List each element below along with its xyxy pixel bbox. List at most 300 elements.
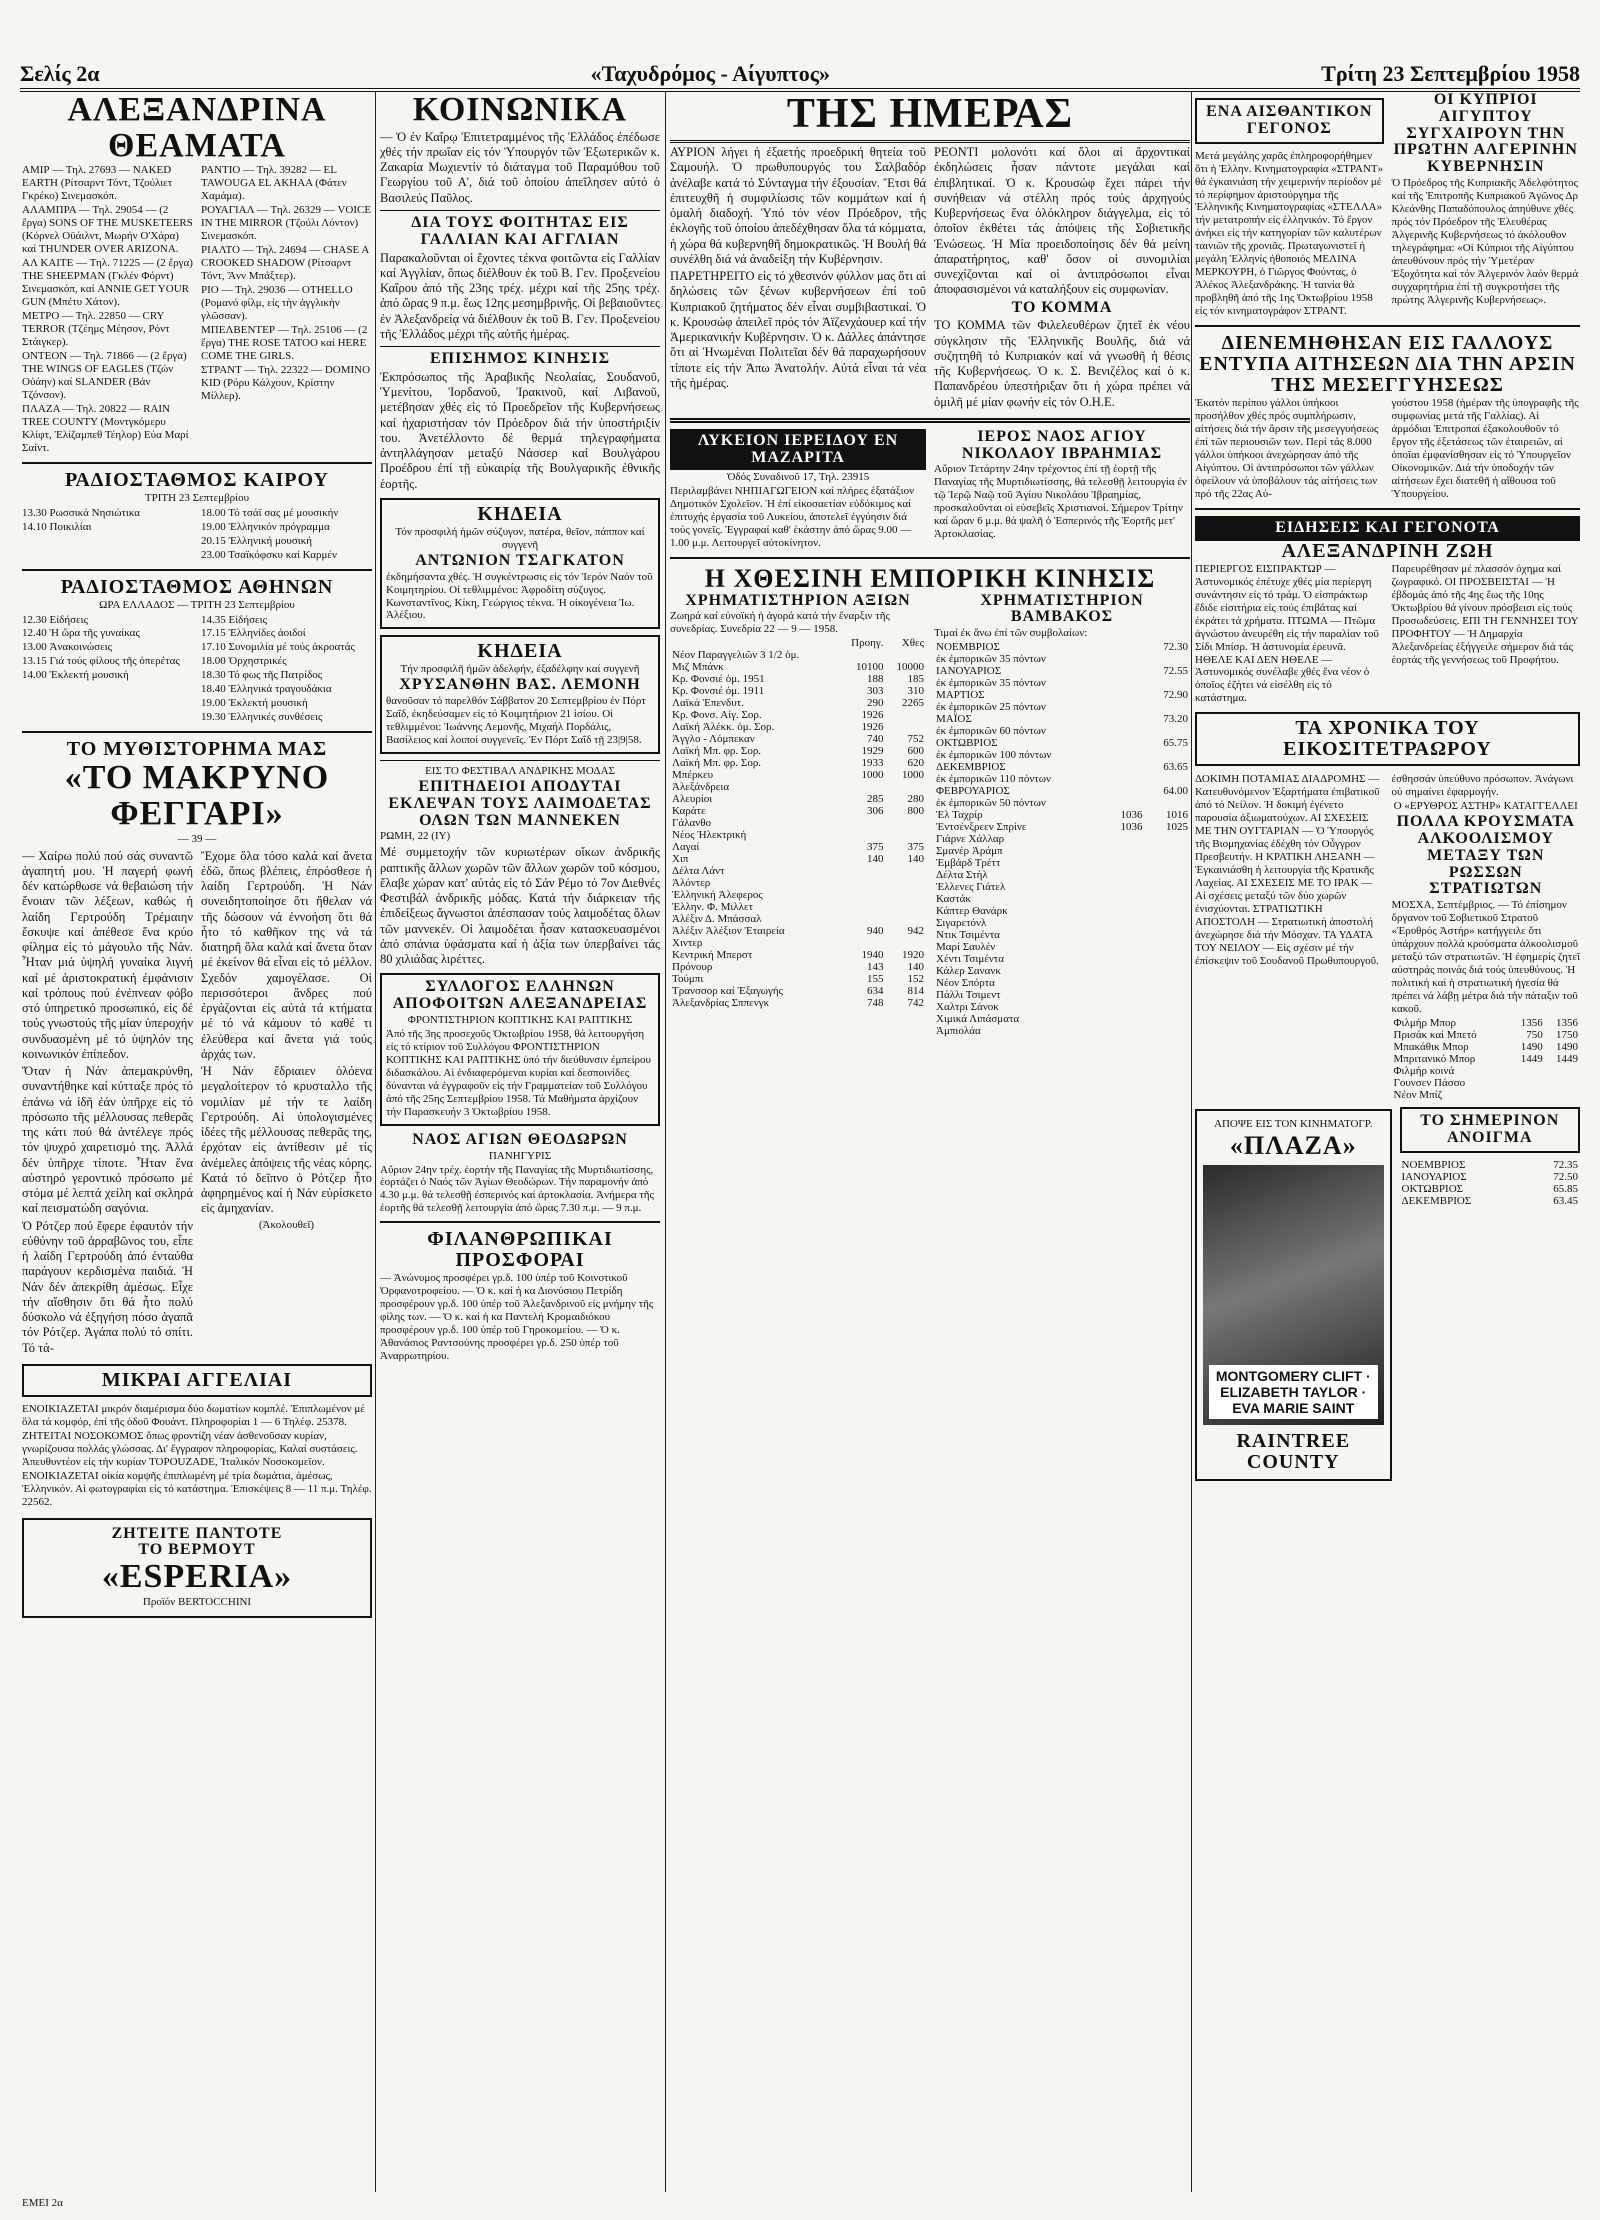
novel-paragraph: Ἔχομε ὅλα τόσο καλά καί ἄνετα ἐδῶ, ὅπως βλέπεις, ἐπρόσθεσε ἡ λαίδη Γερτρούδη. Ἡ Νάν συνειδητοποίησε ὅτι ἤθελαν νά τῆς δώσουν νά ἐννοήση ὅτι θά ἦτο τό καθῆκον της νά τά διατηρῆ ὅλα καλά καί ἄνετα ὅταν μέ ἐκείνον θά εἶναι εἰς τό μέλλον. Σχεδόν χαμογέλασε. Οἱ περισσότεροι ἄνδρες πού ἐργάζονται εἰς αὐτά τά κτήματα μέ τό νά κάμουν τό καθέ τι ἐλεύθερα καί ἄνετα γιά τούς ἀρχάς των.: [201, 848, 372, 1061]
table-cell: [885, 865, 926, 877]
table-cell: 1926: [861, 721, 884, 734]
table-cell: 64.00: [1163, 785, 1188, 798]
table-row: [670, 721, 926, 733]
theatre-listing: ΡΙΑΛΤΟ — Τηλ. 24694 — CHASE A CROOKED SHADOW (Ρίτσαρντ Τόντ, Ἄνν Μπάξτερ).: [201, 244, 369, 283]
table-cell: 2265: [902, 697, 924, 710]
table-row: [934, 809, 1190, 821]
table-cell: Νέον Μπίζ: [1393, 1089, 1443, 1101]
table-cell: Κάλερ Σανανκ: [936, 965, 1001, 978]
film-still-photo: [1203, 1165, 1384, 1425]
table-cell: 1926: [861, 709, 884, 722]
table-row: [670, 649, 926, 661]
table-row: [934, 893, 1190, 905]
theatre-listing: ΠΛΑΖΑ — Τηλ. 20822 — RAIN TREE COUNTY (Μοντγκόμερυ Κλίφτ, Ἐλίζαμπεθ Τέηλορ) Εύα Μαρί Σαίντ.: [22, 402, 189, 454]
footer-mark: ΕΜΕΙ 2α: [22, 2197, 63, 2209]
table-cell: Μιζ Μπάνκ: [672, 661, 724, 674]
table-cell: 1356: [1556, 1017, 1578, 1029]
table-row: [934, 737, 1190, 749]
discovery-heading: ΕΝΑ ΑΙΣΘΑΝΤΙΚΟΝ ΓΕΓΟΝΟΣ: [1195, 98, 1384, 144]
table-row: [670, 661, 926, 673]
association-heading: ΣΥΛΛΟΓΟΣ ΕΛΛΗΝΩΝ ΑΠΟΦΟΙΤΩΝ ΑΛΕΞΑΝΔΡΕΙΑΣ: [392, 978, 648, 1013]
table-cell: [1099, 977, 1144, 989]
novel-paragraph: Ὁ Ρότζερ πού ἔφερε ἐφαυτόν τήν εὐθύνην τοῦ ἀρραβῶνος του, εἶπε ἡ λαίδη Γερτρούδη ἀπό ἐνταύθα παράγουν κερδισμένα παιδιά. Ἡ Νάν δέν ἀπεκρίθη ἀμέσως. Εἶχε τήν αἴσθησιν ὅτι θά ἦτο πολύ δύσκολο νά ἐξηγήση πόσο ἀγαπᾶ τόν Ρότζερ. Ἀγάπα πολύ τό σπίτι. Τό τά-: [22, 1218, 193, 1355]
day-heading: ΤΗΣ ΗΜΕΡΑΣ: [670, 92, 1190, 143]
schedule-item: 18.00 Τό τσάϊ σας μέ μουσικήν: [201, 506, 339, 519]
table-cell: Νέον Παραγγελιῶν 3 1/2 ὁμ.: [672, 649, 800, 662]
table-cell: [1510, 1065, 1545, 1077]
table-cell: Ἀγγλο - Λόμπεκαν: [672, 733, 755, 746]
esperia-top: ΖΗΤΕΙΤΕ ΠΑΝΤΟΤΕ: [111, 1524, 283, 1542]
funeral-name: ΑΝΤΩΝΙΟΝ ΤΣΑΓΚΑΤΟΝ: [415, 551, 625, 569]
table-cell: [1145, 953, 1190, 965]
table-cell: Κάπτερ Θανάρκ: [936, 905, 1008, 918]
table-cell: [1099, 893, 1144, 905]
table-cell: [839, 913, 886, 925]
table-cell: 306: [866, 805, 884, 818]
table-cell: 1449: [1556, 1053, 1578, 1065]
visas-body: [1195, 396, 1580, 502]
table-cell: Λαγαί: [672, 841, 700, 854]
cotton-table: [934, 641, 1190, 809]
table-row: [1392, 1029, 1581, 1041]
table-cell: 65.75: [1163, 737, 1188, 750]
table-cell: [885, 721, 926, 733]
table-cell: [1099, 953, 1144, 965]
news-subheading: ΑΛΕΞΑΝΔΡΙΝΗ ΖΩΗ: [1281, 539, 1494, 562]
novel-title: «ΤΟ ΜΑΚΡΥΝΟ ΦΕΓΓΑΡΙ»: [64, 759, 330, 832]
table-cell: 1036: [1120, 821, 1143, 834]
table-cell: 185: [907, 673, 924, 686]
table-cell: 140: [907, 961, 924, 974]
table-row: [670, 805, 926, 817]
theatre-listing: ΡΙΟ — Τηλ. 29036 — OTHELLO (Ρομανό φίλμ, είς τὴν ἀγγλικὴν γλῶσσαν).: [201, 284, 353, 323]
novel-paragraph: Ὅταν ἡ Νάν ἀπεμακρύνθη, συναντήθηκε καί κύτταξε πρός τό ἐπάνω νά ἰδῆ ἐάν ὑπῆρχε εἰς τό πρόσωπο τῆς μέλλουσας πεθερᾶς της κάτι πού θά ἀντέλεγε πρός τόν ψυχρό χαιρετισμό της. Ἀλλά δέν ὑπῆρχε τίποτε. Ἦταν ἕνα αὐστηρό γεροντικό πρόσωπο μέ στόμα μέ λεπτά χείλη καί σκληρά καί πεισματώδη σαγόνια.: [22, 1064, 193, 1216]
funeral-text: θανοῦσαν τό παρελθόν Σάββατον 20 Σεπτεμβρίου ἐν Πόρτ Σαΐδ, ἐκηδεύσαμεν εἰς τό Κοιμητήριον 21 ἰσίου. Οἱ τεθλιμμένοι: Ἰωάννης Λεμονῆς, Μιχαήλ Πορδάλις, Βασίλειος καί λοιποί συγγενεῖς. Ἐν Πόρτ Σαΐδ τῇ 23|9|58.: [386, 695, 646, 747]
table-cell: 1920: [902, 949, 924, 962]
column-rule: [375, 92, 376, 2192]
table-cell: ΔΕΚΕΜΒΡΙΟΣ: [936, 761, 1006, 774]
table-row: [934, 929, 1190, 941]
table-cell: Ἐλ Ταχρίρ: [936, 809, 983, 822]
table-cell: 1750: [1556, 1029, 1578, 1041]
funeral-text: ἐκδημήσαντα χθές. Ἡ συγκέντρωσις εἰς τόν Ἱερόν Ναόν τοῦ Κοιμητηρίου. Οἱ τεθλιμμένοι: Ἀφροδίτη σύζυγος. Κωνσταντῖνος, Κίκη, Γεώργιος τέκνα. Ἡ οἰκογένεια Ἰω. Ἀλέξιου.: [386, 570, 653, 622]
theatre-listing: ΣΤΡΑΝΤ — Τηλ. 22322 — DOMINO KID (Ρόρυ Κάλχουν, Κρίστην Μίλλερ).: [201, 363, 371, 402]
festival-dateline: ΡΩΜΗ, 22 (ΙΥ): [380, 830, 451, 843]
paper-name: «Ταχυδρόμος - Αίγυπτος»: [590, 61, 831, 86]
table-row: [934, 941, 1190, 953]
table-cell: [1545, 1077, 1580, 1089]
theatre-listing: ΜΠΕΛΒΕΝΤΕΡ — Τηλ. 25106 — (2 ἔργα) THE ROSE TATOO καί HERE COME THE GIRLS.: [201, 324, 368, 362]
table-cell: [1099, 833, 1144, 845]
table-row: [934, 905, 1190, 917]
table-row: [934, 1025, 1190, 1037]
table-row: [934, 965, 1190, 977]
table-cell: [1140, 749, 1190, 761]
table-cell: 600: [907, 745, 924, 758]
theatre-listing: ΜΕΤΡΟ — Τηλ. 22850 — CRY TERROR (Τζέημς Μέησον, Ρόντ Στάιγκερ).: [22, 310, 170, 348]
column-1: [22, 92, 372, 2202]
table-cell: [1145, 1025, 1190, 1037]
table-cell: Πρόνουρ: [672, 961, 713, 974]
cypriots-text: Ὁ Πρόεδρος τῆς Κυπριακῆς Ἀδελφότητος καί τῆς Ἐπιτροπῆς Κυπριακοῦ Ἀγῶνος Δρ Κλεάνθης Παπαδόπουλος ἀπηύθυνε χθές πρός τόν Πρόεδρον τῆς Ἐλευθέρας Ἀλγερινῆς Κυβερνήσεως τό ἀκόλουθον τηλεγράφημα: «Οἱ Κύπριοι τῆς Αἰγύπτου ἀπευθύνουν πρός τήν Ὑμετέραν Ἐξοχότητα καί τόν Ἀλγερινόν λαόν θερμά συγχαρητήρια ἐπί τῇ συγκροτήσει τῆς πρώτης Ἀλγερινῆς Κυβερνήσεως».: [1391, 176, 1579, 306]
plaza-kicker: ΑΠΟΨΕ ΕΙΣ ΤΟΝ ΚΙΝΗΜΑΤΟΓΡ.: [1214, 1118, 1373, 1130]
visas-text: γούστου 1958 (ἡμέραν τῆς ὑπογραφῆς τῆς συμφωνίας μετά τῆς Γαλλίας). Αἱ ἁρμόδιαι Ἐπιτροπαί ἐξακολουθοῦν τό ἔργον τῆς ἐξετάσεως τῶν ἐταιρειῶν, αἱ ὁποῖαι ἐμφανίσθησαν εἰς τό Ὑπουργεῖον Οἰκονομικῶν. Διά τήν ὑποδοχήν τῶν αἰτήσεων ἔχει διατεθῆ ἡ αἴθουσα τοῦ Ὑπουργείου.: [1391, 397, 1579, 500]
funeral-notice-1: [380, 498, 660, 630]
table-row: [934, 713, 1190, 725]
novel-number: — 39 —: [177, 832, 217, 845]
table-cell: 140: [866, 853, 884, 866]
column-rule: [1191, 92, 1192, 2192]
notices-row: [670, 429, 1190, 551]
table-cell: 280: [907, 793, 924, 806]
table-row: [934, 1013, 1190, 1025]
table-cell: 1000: [861, 769, 884, 782]
table-cell: [1145, 989, 1190, 1001]
radio-athens-schedule: [22, 613, 372, 726]
table-row: [670, 781, 926, 793]
table-cell: Μπακάθικ Μπορ: [1393, 1041, 1469, 1053]
table-cell: [885, 889, 926, 901]
table-cell: [1099, 917, 1144, 929]
lyceum-text: Περιλαμβάνει ΝΗΠΙΑΓΩΓΕΙΟΝ καί πλήρες ἑξατάξιον Δημοτικόν Σχολεῖον. Ἡ ἐπί εἰκοσαετίαν εὐδόκιμος καί ἐπιτυχής ἐργασία τοῦ Λυκείου, ἀποτελεῖ ἐγγύησιν διά τούς γονεῖς. Ἐγγραφαί καθ' ἑκάστην ἀπό ὥρας 9.00 — 1.00 μ.μ. Λειτουργεῖ αὐτοκίνητον.: [670, 485, 915, 550]
table-cell: 942: [907, 925, 924, 938]
schedule-item: 20.15 Ἑλληνική μουσική: [201, 534, 313, 547]
table-cell: Πάλλι Τσιμεντ: [936, 989, 1001, 1002]
table-row: [934, 665, 1190, 677]
table-cell: [1545, 1089, 1580, 1101]
column-4: [1195, 92, 1580, 2202]
table-cell: Καράτε: [672, 805, 706, 818]
table-cell: 1933: [861, 757, 884, 770]
funeral-lead: Τόν προσφιλή ἡμῶν σύζυγον, πατέρα, θεῖον, πάππον καί συγγενῆ: [395, 525, 645, 551]
opening-heading: ΤΟ ΣΗΜΕΡΙΝΟΝ ΑΝΟΙΓΜΑ: [1400, 1107, 1581, 1153]
table-cell: Λαϊκή Μπ. φρ. Σορ.: [672, 745, 762, 758]
table-cell: [1099, 869, 1144, 881]
radio-cairo-date: ΤΡΙΤΗ 23 Σεπτεμβρίου: [144, 491, 250, 504]
table-cell: Μπέρκευ: [672, 769, 714, 782]
table-row: [670, 877, 926, 889]
schedule-item: 17.15 Ἐλληνίδες ἀοιδοί: [201, 627, 306, 640]
table-cell: [1145, 857, 1190, 869]
table-cell: Κρ. Φονσ. Αἰγ. Σορ.: [672, 709, 762, 722]
novel-kicker: ΤΟ ΜΥΘΙΣΤΟΡΗΜΑ ΜΑΣ: [66, 738, 328, 761]
table-cell: Ἀλέξιν Ἀλέξιον Ἐταιρεία: [672, 925, 785, 938]
table-cell: Νέος Ἠλεκτρική: [672, 829, 747, 842]
nikolaos-text: Αὔριον Τετάρτην 24ην τρέχοντος ἐπί τῇ ἑορτῇ τῆς Παναγίας τῆς Μυρτιδιωτίσσης, θά τελεσθῇ λειτουργία ἐν τῷ Ἱερῷ Ναῷ τοῦ Ἁγίου Νικολάου Ἰβραημίας, προσκαλοῦνται οἱ εὐσεβεῖς Χριστιανοί. Σήμερον Τρίτην καί ὥραν 6 μ.μ. θά ψαλῆ ὁ Ἐσπερινός τῆς Ἑορτῆς μετ' Ἀρτοκλασίας.: [934, 463, 1187, 541]
table-row: [934, 773, 1190, 785]
table-cell: [1510, 1077, 1545, 1089]
table-cell: [1099, 1025, 1144, 1037]
table-row: [1400, 1183, 1581, 1195]
table-row: [934, 797, 1190, 809]
table-cell: 1000: [902, 769, 924, 782]
schedule-item: 23.00 Τσαϊκόφσκυ καί Καρμέν: [201, 548, 337, 561]
table-cell: 285: [866, 793, 884, 806]
table-cell: 1929: [861, 745, 884, 758]
table-cell: Ἐμβάρδ Τρέττ: [936, 857, 1001, 870]
table-row: [934, 821, 1190, 833]
official-heading: ΕΠΙΣΗΜΟΣ ΚΙΝΗΣΙΣ: [429, 350, 611, 368]
table-cell: [1545, 1065, 1580, 1077]
news-heading: ΕΙΔΗΣΕΙΣ ΚΑΙ ΓΕΓΟΝΟΤΑ: [1195, 516, 1580, 541]
table-cell: [885, 937, 926, 949]
theatre-listing: ΟΝΤΕΟΝ — Τηλ. 71866 — (2 ἔργα) THE WINGS OF EAGLES (Τζών Οὐάην) καί SLANDER (Βάν Τζόνσον).: [22, 349, 187, 401]
table-cell: Λαϊκά Ἐπενδυτ.: [672, 697, 744, 710]
table-cell: Φιλμήρ κοινά: [1393, 1065, 1455, 1077]
table-cell: [1145, 869, 1190, 881]
chronicles-text: ΔΟΚΙΜΗ ΠΟΤΑΜΙΑΣ ΔΙΑΔΡΟΜΗΣ — Κατευθυνόμενον Ἐξαρτήματα ἐπιβατικοῦ ἀπό τό Νείλον. Ἡ δοκιμή ἐγένετο παρουσία ἀξιωματούχων. ΑΙ ΣΧΕΣΕΙΣ ΜΕ ΤΗΝ ΟΥΓΓΑΡΙΑΝ — Ὁ Ὑπουργός τῆς Βιομηχανίας ἐδέχθη τόν Οὖγγρον Πρεσβευτήν. Η ΚΡΑΤΙΚΗ ΛΗΞΑΝΗ — Ἐγκαινιάσθη ἡ λειτουργία τῆς Κρατικῆς Λαχείας. ΑΙ ΣΧΕΣΕΙΣ ΜΕ ΤΟ ΙΡΑΚ — Αἱ σχέσεις μεταξύ τῶν δύο χωρῶν ἐνισχύονται. ΣΤΡΑΤΙΩΤΙΚΗ ΑΠΟΣΤΟΛΗ — Στρατιωτική ἀποστολή ἀνεχώρησε διά τήν Μόσχαν. ΤΑ ΥΔΑΤΑ ΤΟΥ ΝΕΙΛΟΥ — Εἰς σχέσιν μέ τήν ἐπίσκεψιν τοῦ Σουδανοῦ Πρωθυπουργοῦ.: [1195, 773, 1380, 967]
issue-date: Τρίτη 23 Σεπτεμβρίου 1958: [1321, 61, 1580, 86]
column-2: [380, 92, 660, 2202]
schedule-item: 17.10 Συνομιλία μέ τούς ἀκροατάς: [201, 641, 355, 654]
table-row: [670, 997, 926, 1009]
day-paragraph: ΤΟ ΚΟΜΜΑ τῶν Φιλελευθέρων ζητεῖ ἐκ νέου σύγκλησιν τῆς Ἑλληνικῆς Βουλῆς, διά νά συζητηθῆ τό Κυπριακόν καί νά γνωσθῆ ἡ θέσις τῆς Κυβερνήσεως. Ὁ κ. Σ. Βενιζέλος καί ὁ κ. Παπανδρέου ὑπεστήριξαν ὅτι ἡ χώρα πρέπει νά ὁμιλῆ μέ μίαν φωνήν εἰς τόν Ο.Η.Ε.: [934, 318, 1190, 409]
table-cell: Ἐλλενες Γιάτελ: [936, 881, 1006, 894]
table-cell: Δέλτα Στήλ: [936, 869, 988, 882]
table-row: [934, 977, 1190, 989]
table-cell: [1145, 1013, 1190, 1025]
table-row: [934, 641, 1190, 653]
philanthropy-text: — Ἀνώνυμος προσφέρει γρ.δ. 100 ὑπέρ τοῦ Κοινοτικοῦ Ὀρφανοτροφείου. — Ὁ κ. καί ἡ κα Διονύσιου Πετρίδη προσφέρουν γρ.δ. 100 ὑπέρ τοῦ Ἀλεξανδρινοῦ εἰς μνήμην τῆς φίλης των. — Ὁ κ. καί ἡ κα Παντελή Κρομαιδιόκου προσφέρουν γρ.δ. 100 ὑπέρ τοῦ Γηροκομείου. — Ὁ κ. Ἀθανάσιος Ραντσούνης προσφέρει γρ.δ. 250 ὑπέρ τοῦ Ἀναρρωτηρίου.: [380, 1272, 654, 1363]
students-text: Παρακαλοῦνται οἱ ἔχοντες τέκνα φοιτῶντα εἰς Γαλλίαν καί Ἀγγλίαν, ὅπως διέλθουν ἐκ τοῦ Β. Γεν. Προξενείου Καΐρου ἀπό τῆς 23ης τρέχ. μέχρι καί τῆς 25ης τρέχ. ἀπό ὥρας 9 π.μ. ἕως 12ης μεσημβρινῆς. Οἱ βεβαιοῦντες ἐν Ἀλεξανδρείᾳ νά διέλθουν ἐκ τοῦ Β. Γεν. Προξενείου τῆς Ἑλλάδος μέχρι τῆς αὐτῆς ἡμέρας.: [380, 250, 660, 341]
table-cell: 1016: [1166, 809, 1188, 822]
table-cell: 750: [1526, 1029, 1543, 1041]
schedule-item: 14.10 Ποικιλίαι: [22, 520, 92, 533]
schedule-item: 18.40 Ἑλληνικά τραγουδάκια: [201, 683, 332, 696]
table-row: [670, 961, 926, 973]
table-row: [670, 697, 926, 709]
table-cell: Καστάκ: [936, 893, 971, 906]
table-cell: Χιντερ: [672, 937, 703, 950]
novel-continued: (Ἀκολουθεῖ): [258, 1218, 315, 1231]
table-cell: [1145, 1001, 1190, 1013]
table-row: [934, 653, 1190, 665]
chronicles-text: ἐσθησσάν ὑπεύθυνο πρόσωπον. Ἀνάγωνι οὐ σημαίνει ἐφαρμογήν.: [1391, 773, 1574, 799]
cotton-companies-table: [934, 809, 1190, 1037]
table-cell: [1145, 893, 1190, 905]
table-cell: ἐκ ἐμπορικῶν 35 πόντων: [936, 653, 1046, 666]
table-cell: 73.20: [1163, 713, 1188, 726]
table-row: [934, 953, 1190, 965]
schedule-item: 14.35 Εἰδήσεις: [201, 613, 267, 626]
classified-ad: ΕΝΟΙΚΙΑΖΕΤΑΙ μικρόν διαμέρισμα δύο δωματίων κομπλέ. Ἐπιπλωμένον μέ ὅλα τά κομφόρ, ἐπί τῆς ὁδοῦ Φουάντ. Πληροφορίαι 1 — 6 Τηλέφ. 25378.: [22, 1402, 365, 1428]
column-3: [670, 92, 1190, 2202]
table-cell: Κρ. Φονσιέ ὁμ. 1911: [672, 685, 765, 698]
schedule-item: 19.30 Ἑλληνικές συνθέσεις: [201, 711, 323, 724]
schedule-item: 12.40 Ἡ ὥρα τῆς γυναίκας: [22, 627, 140, 640]
table-cell: ΦΕΒΡΟΥΑΡΙΟΣ: [936, 785, 1010, 798]
table-cell: 72.35: [1553, 1158, 1578, 1171]
classifieds-area: [22, 1358, 372, 1510]
opening-table: [1400, 1159, 1581, 1207]
table-cell: [1099, 857, 1144, 869]
table-row: [934, 689, 1190, 701]
table-cell: 814: [907, 985, 924, 998]
table-cell: Φιλμήρ Μπορ: [1393, 1017, 1457, 1029]
table-cell: ΜΑΪΟΣ: [936, 713, 972, 726]
table-row: [934, 701, 1190, 713]
table-row: [1400, 1195, 1581, 1207]
chronicles-body: [1195, 772, 1580, 1101]
classifieds-heading: ΜΙΚΡΑΙ ΑΓΓΕΛΙΑΙ: [22, 1364, 372, 1397]
radio-cairo-schedule: [22, 506, 372, 563]
church-theodore-heading: ΝΑΟΣ ΑΓΙΩΝ ΘΕΟΔΩΡΩΝ: [412, 1130, 628, 1148]
day-body: [670, 143, 1190, 412]
table-row: [670, 841, 926, 853]
philanthropy-heading: ΦΙΛΑΝΘΡΩΠΙΚΑΙ ΠΡΟΣΦΟΡΑΙ: [427, 1228, 613, 1272]
table-row: [1392, 1041, 1581, 1053]
table-cell: Γιάρνε Χάλλαρ: [936, 833, 1005, 846]
table-cell: [1099, 881, 1144, 893]
table-cell: ἐκ ἐμπορικῶν 35 πόντων: [936, 677, 1046, 690]
table-cell: 63.45: [1553, 1194, 1578, 1207]
table-cell: Χαλτρι Σάνοκ: [936, 1001, 999, 1014]
table-row: [670, 901, 926, 913]
table-cell: 72.55: [1163, 665, 1188, 678]
table-cell: ἐκ ἐμπορικῶν 25 πόντων: [936, 701, 1046, 714]
table-cell: [839, 865, 886, 877]
table-cell: [885, 877, 926, 889]
table-cell: ἐκ ἐμπορικῶν 50 πόντων: [936, 797, 1046, 810]
table-row: [934, 725, 1190, 737]
table-cell: 742: [907, 997, 924, 1010]
table-cell: Ἀλεξάνδρεια: [672, 781, 730, 794]
classified-ad: ΖΗΤΕΙΤΑΙ ΝΟΣΟΚΟΜΟΣ ὅπως φροντίζη νέαν ἀσθενοῦσαν κυρίαν, γνωρίζουσα πολλάς γλώσσας. Δι' ἔγγραφον πληροφορίας, Καλαί συστάσεις. Ἀπευθυντέον εἰς τήν κυρίαν TOPOUZADE, Ἰταλικόν Νοσοκομεῖον.: [22, 1429, 358, 1468]
table-cell: 1036: [1120, 809, 1143, 822]
table-cell: Ἀλόντερ: [672, 877, 711, 890]
funeral-heading: ΚΗΔΕΙΑ: [477, 640, 563, 663]
table-cell: [885, 913, 926, 925]
table-cell: Προηγ.: [851, 637, 884, 650]
table-row: [1400, 1159, 1581, 1171]
table-cell: Ἐντσένξρεεν Σπρίνε: [936, 821, 1027, 834]
theatre-listing: ΑΛ ΚΑΙΤΕ — Τηλ. 71225 — (2 ἔργα) THE SHEEPMAN (Γκλέν Φόρντ) Σινεμασκόπ, καί ANNIE GET YOUR GUN (Μπέτυ Χάτον).: [22, 257, 193, 309]
table-cell: [1140, 653, 1190, 665]
table-cell: 63.65: [1163, 761, 1188, 774]
top-stories: [1195, 92, 1580, 319]
table-cell: Σμανέρ Ἀράμπ: [936, 845, 1003, 858]
table-cell: 800: [907, 805, 924, 818]
lyceum-address: Ὁδός Συναδινοῦ 17, Τηλ. 23915: [726, 471, 870, 484]
table-row: [934, 1001, 1190, 1013]
novel-paragraph: Ἡ Νάν ἔδριαιεν ὁλόενα μεγαλοίτερον τό κρυσταλλο τῆς νομιλίαν μέ τήν τε λαίδη Γερτρούδη. Αἱ ὑπολογισμένες ἰδέες τῆς μέλλουσας πεθερᾶς της, ἐρχόταν εἰς ἀντίθεσιν μέ τίς ἀνέμελες ἀπόψεις τῆς νέας κόρης. Κατά τό δεῖπνο ὁ Ρότζερ ἦτο ἀφηρημένος καί ἡ Νάν εὑρίσκετο εἰς ἀμηχανίαν.: [201, 1064, 372, 1216]
table-cell: 1490: [1556, 1041, 1578, 1053]
visas-heading: ΔΙΕΝΕΜΗΘΗΣΑΝ ΕΙΣ ΓΑΛΛΟΥΣ ΕΝΤΥΠΑ ΑΙΤΗΣΕΩΝ ΔΙΑ ΤΗΝ ΑΡΣΙΝ ΤΗΣ ΜΕΣΕΓΓΥΗΣΕΩΣ: [1199, 332, 1576, 397]
table-row: [670, 757, 926, 769]
cypriots-heading: ΟΙ ΚΥΠΡΙΟΙ ΑΙΓΥΠΤΟΥ ΣΥΓΧΑΙΡΟΥΝ ΤΗΝ ΠΡΩΤΗΝ ΑΛΓΕΡΙΝΗΝ ΚΥΒΕΡΝΗΣΙΝ: [1393, 92, 1578, 176]
table-cell: Κεντρική Μπερστ: [672, 949, 753, 962]
table-cell: ΝΟΕΜΒΡΙΟΣ: [936, 641, 1000, 654]
table-cell: 310: [907, 685, 924, 698]
table-cell: [885, 781, 926, 793]
table-cell: [1145, 845, 1190, 857]
table-cell: [1099, 1013, 1144, 1025]
church-theodore-text: Αὔριον 24ην τρέχ. ἑορτήν τῆς Παναγίας τῆς Μυρτιδιωτίσσης, ἐορτάζει ὁ Ναός τῶν Ἁγίων Θεοδώρων. Τήν παραμονήν ἀπό 4.30 μ.μ. θά τελεσθῇ ἐσπερινός καί ἀρτοκλασία. Ἀνήμερα τῆς ἑορτῆς θά τελεσθῇ λειτουργία ἀπό ὥρας 7.30 π.μ. — 9 π.μ.: [380, 1163, 654, 1215]
column-rule: [665, 92, 666, 2192]
table-cell: 143: [866, 961, 884, 974]
table-cell: Χέντι Τσιμέντα: [936, 953, 1004, 966]
novel-body: [22, 847, 372, 1358]
schedule-item: 14.00 Ἐκλεκτή μουσική: [22, 669, 129, 682]
table-cell: Ἀμπιολάα: [936, 1025, 981, 1038]
social-heading: ΚΟΙΝΩΝΙΚΑ: [412, 92, 628, 128]
table-cell: [1099, 989, 1144, 1001]
table-cell: 65.85: [1553, 1182, 1578, 1195]
table-cell: [1140, 797, 1190, 809]
table-row: [1392, 1053, 1581, 1065]
table-cell: Τούμπι: [672, 973, 704, 986]
theatres-heading: ΑΛΕΞΑΝΔΡΙΝΑ ΘΕΑΜΑΤΑ: [67, 92, 327, 164]
table-cell: [839, 877, 886, 889]
table-cell: 748: [866, 997, 884, 1010]
table-row: [670, 685, 926, 697]
plaza-name: «ΠΛΑΖΑ»: [1229, 1130, 1357, 1160]
schedule-item: 13.15 Γιά τούς φίλους τῆς ὀπερέτας: [22, 655, 180, 668]
table-cell: [1510, 1089, 1545, 1101]
table-cell: 634: [866, 985, 884, 998]
table-cell: [1145, 881, 1190, 893]
film-stars: MONTGOMERY CLIFT · ELIZABETH TAYLOR · EVA MARIE SAINT: [1209, 1365, 1378, 1419]
table-cell: Λαϊκή Ἀλέκκ. ὁμ. Σορ.: [672, 721, 775, 734]
schedule-item: 19.00 Ἑλληνικόν πρόγραμμα: [201, 520, 330, 533]
plaza-ad: [1195, 1109, 1392, 1481]
table-row: [670, 949, 926, 961]
table-row: [670, 733, 926, 745]
table-cell: Μπριτανικό Μπορ: [1393, 1053, 1476, 1065]
table-cell: 740: [866, 733, 884, 746]
theatre-listing: ΡΑΝΤΙΟ — Τηλ. 39282 — EL TAWOUGA EL AKHAA (Φάτεν Χαμάμα).: [201, 164, 347, 203]
table-row: [934, 785, 1190, 797]
association-text: Ἀπό τῆς 3ης προσεχοῦς Ὀκτωβρίου 1958, θά λειτουργήση εἰς τό κτίριον τοῦ Συλλόγου ΦΡΟΝΤΙΣΤΗΡΙΟΝ ΚΟΠΤΙΚΗΣ ΚΑΙ ΡΑΠΤΙΚΗΣ ὑπό τήν διεύθυνσιν ἐμπείρου διδασκάλου. Αἱ ἐνδιαφερόμεναι κυρίαι καί δεσποινίδες δύνανται νά ἐγγραφοῦν εἰς τήν Γραμματείαν τοῦ Συλλόγου ἀπό τῆς 25ης Σεπτεμβρίου 1958. Τά Μαθήματα ἀρχίζουν τήν Παρασκευήν 3 Ὀκτωβρίου 1958.: [386, 1027, 651, 1118]
table-row: [670, 985, 926, 997]
market-heading: Η ΧΘΕΣΙΝΗ ΕΜΠΟΡΙΚΗ ΚΙΝΗΣΙΣ: [704, 564, 1156, 594]
table-cell: ΟΚΤΩΒΡΙΟΣ: [1401, 1182, 1464, 1195]
table-cell: 290: [866, 697, 884, 710]
table-cell: [670, 637, 839, 649]
table-cell: Κρ. Φονσιέ ὁμ. 1951: [672, 673, 765, 686]
star-kicker: Ο «ΕΡΥΘΡΟΣ ΑΣΤΗΡ» ΚΑΤΑΓΓΕΛΛΕΙ: [1393, 800, 1578, 813]
official-text: Ἐκπρόσωπος τῆς Ἀραβικῆς Νεολαίας, Σουδανοῦ, Ὑμενίτου, Ἰορδανοῦ, Ἰρακινοῦ, καί Λιβανοῦ, μετέβησαν χθές εἰς τό Προεδρεῖον τῆς Κυβερνήσεως καί ἠχαριστήσαν τόν Πρόεδρον διά τήν ὑποστήριξίν του. Ἀνετέλλοντο δέ θερμά τηλεγραφήματα ἀντηλλάγησαν μεταξύ Νάσσερ καί Βουλγάρου Προέδρου ἐπί τῇ εὐκαιρίᾳ τῆς Βουλγαρικῆς ἐθνικῆς ἑορτῆς.: [380, 369, 660, 491]
table-cell: ΙΑΝΟΥΑΡΙΟΣ: [936, 665, 1002, 678]
schedule-item: 19.00 Ἐκλεκτή μουσική: [201, 697, 308, 710]
table-cell: 140: [907, 853, 924, 866]
radio-cairo-heading: ΡΑΔΙΟΣΤΑΘΜΟΣ ΚΑΙΡΟΥ: [65, 468, 329, 491]
table-cell: [885, 649, 926, 661]
table-row: [670, 673, 926, 685]
table-cell: Ντικ Τσιμέντα: [936, 929, 1000, 942]
news-text: ΠΕΡΙΕΡΓΟΣ ΕΙΣΠΡΑΚΤΩΡ — Ἀστυνομικός ἐπέτυχε χθές μία περίεργη συνάντησιν εἰς τό τράμ. Ὁ εἰσπράκτωρ ἔδιδε εἰσιτήρια εἰς τούς ἐπιβάτας καί ἐκράτει τά χρήματα. ΠΤΩΜΑ — Πτῶμα ἀγνώστου ἀνευρέθη εἰς τήν παραλίαν τοῦ Σίδι Μπίσρ. Ἡ ἀστυνομία ἐρευνᾶ. ΗΘΕΛΕ ΚΑΙ ΔΕΝ ΗΘΕΛΕ — Ἀστυνομικός συνέλαβε χθές ἕνα νέον ὁ ὁποῖος ἐζήτει νά εἰσέλθη εἰς τό κατάστημα.: [1195, 562, 1379, 705]
funeral-lead: Τήν προσφιλῆ ἡμῶν ἀδελφήν, ἐξαδέλφην καί συγγενῆ: [400, 663, 640, 676]
table-row: [934, 989, 1190, 1001]
table-cell: ἐκ ἐμπορικῶν 60 πόντων: [936, 725, 1046, 738]
table-cell: ΝΟΕΜΒΡΙΟΣ: [1401, 1158, 1466, 1171]
table-cell: 1356: [1520, 1017, 1543, 1029]
radio-athens-heading: ΡΑΔΙΟΣΤΑΘΜΟΣ ΑΘΗΝΩΝ: [60, 575, 334, 598]
table-row: [934, 761, 1190, 773]
festival-kicker: ΕΙΣ ΤΟ ΦΕΣΤΙΒΑΛ ΑΝΔΡΙΚΗΣ ΜΟΔΑΣ: [425, 765, 615, 778]
table-row: [670, 853, 926, 865]
table-cell: 375: [866, 841, 884, 854]
theatre-listing: ΑΛΑΜΠΡΑ — Τηλ. 29054 — (2 ἔργα) SONS OF THE MUSKETEERS (Κόρνελ Οϋάιλντ, Μωρήν Ο'Χάρα) καί THUNDER OVER ARIZONA.: [22, 204, 193, 256]
table-row: [934, 917, 1190, 929]
stocks-table: [670, 637, 926, 1009]
table-cell: [839, 649, 886, 661]
table-cell: Ἀλέξιν Δ. Μπάσσαλ: [672, 913, 762, 926]
table-cell: 72.50: [1553, 1170, 1578, 1183]
table-cell: ΟΚΤΩΒΡΙΟΣ: [936, 737, 998, 750]
page-number: Σελίς 2α: [20, 61, 100, 86]
table-cell: [1145, 941, 1190, 953]
